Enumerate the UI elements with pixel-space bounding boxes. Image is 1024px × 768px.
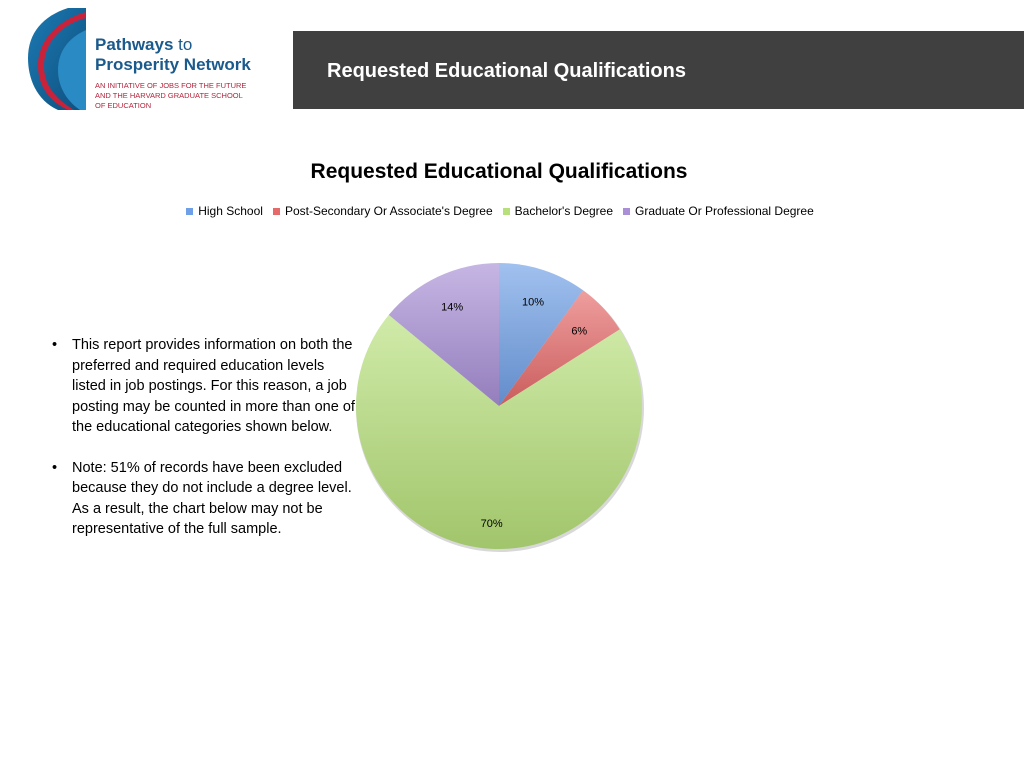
page-title: Requested Educational Qualifications [327,60,686,82]
bullet: • [52,337,58,353]
note-text: Note: 51% of records have been excluded because they do not include a degree level. As a result, the chart below may not be representative of the full sample. [72,459,352,537]
logo-name-line2: Prosperity Network [95,55,251,74]
note-text: This report provides information on both the preferred and required education levels listed in job postings. For this reason, a job posting may be counted in more than one of the educational categories shown below. [72,337,355,435]
chart-title: Requested Educational Qualifications [310,160,688,183]
legend-label: Graduate Or Professional Degree [635,204,814,218]
note-item [52,335,362,438]
bullet: • [52,459,58,476]
legend-label: Post-Secondary Or Associate's Degree [284,204,493,218]
note-item [52,458,362,540]
logo-tagline: AN INITIATIVE OF JOBS FOR THE FUTURE AND THE HARVARD GRADUATE SCHOOL OF EDUCATION [95,81,247,110]
pie-data-label: 10% [522,296,545,309]
legend-label: Bachelor's Degree [514,204,614,218]
legend-label: High School [198,204,263,218]
notes-list [52,335,362,560]
logo-name-line1: Pathways to [95,35,193,54]
pie-data-label: 70% [480,518,503,531]
pie-data-label: 14% [441,301,464,314]
pie-data-label: 6% [571,325,588,338]
